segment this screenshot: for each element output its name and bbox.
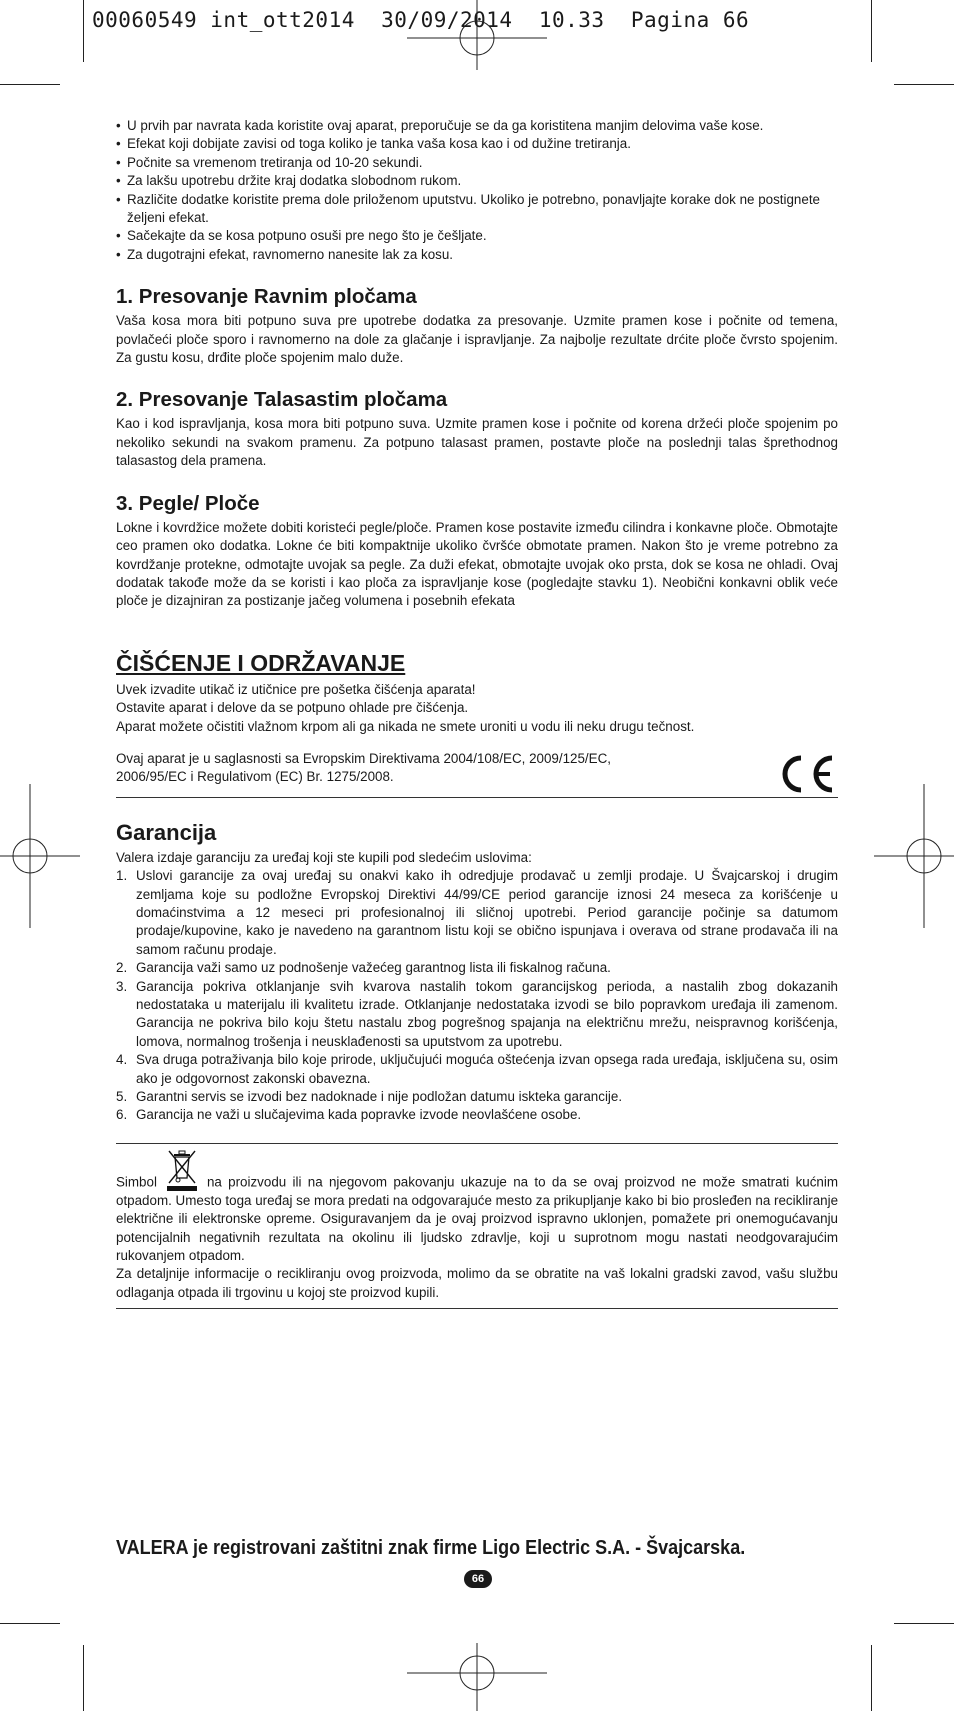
crop-mark-bottom-left-h bbox=[0, 1623, 60, 1624]
page-content bbox=[116, 117, 838, 1309]
brand-notice: VALERA je registrovani zaštitni znak firme Ligo Electric S.A. - Švajcarska. bbox=[116, 1537, 746, 1559]
crop-mark-top-right-v bbox=[871, 0, 872, 62]
weee-more-info: Za detaljnije informacije o recikliranju ovog proizvoda, molimo da se obratite na vaš lokalni gradski zavod, vašu službu odlaganja otpada ili trgovinu u kojoj ste proizvod kupili. bbox=[116, 1266, 838, 1300]
list-item bbox=[116, 978, 838, 1052]
term-text: Garancija važi samo uz podnošenje važećeg garantnog lista ili fiskalnog računa. bbox=[136, 960, 611, 976]
warranty-title: Garancija bbox=[116, 819, 217, 845]
weee-symbol-label: Simbol bbox=[116, 1174, 157, 1190]
crossed-out-bin-icon bbox=[163, 1148, 201, 1192]
crop-mark-bottom-right-h bbox=[894, 1623, 954, 1624]
cleaning-title: ČIŠĆENJE I ODRŽAVANJE bbox=[116, 649, 406, 676]
term-number: 2. bbox=[116, 960, 128, 976]
term-text: Sva druga potraživanja bilo koje prirode, uključujući moguća oštećenja izvan opsega rada uređaja, isključena su, osim ako je odgovornost zakonski obavezna. bbox=[136, 1052, 838, 1086]
section-body-flat-plates: Vaša kosa mora biti potpuno suva pre upotrebe dodatka za presovanje. Uzmite pramen kose i počnite od temena, povlačeći ploče sporo i ravnomerno na dole za glačanje i ispravljanje. Za najbolje rezultate drćite ploče čvrsto spojenim. Za gustu kosu, drđite ploče spojenim malo duže. bbox=[116, 313, 838, 366]
weee-text bbox=[116, 1148, 838, 1266]
term-number: 6. bbox=[116, 1107, 128, 1123]
crop-mark-bottom-right-v bbox=[871, 1645, 872, 1711]
crop-mark-bottom-left-v bbox=[83, 1645, 84, 1711]
section-body-wave-plates: Kao i kod ispravljanja, kosa mora biti potpuno suva. Uzmite pramen kose i počnite od korena držeći ploče spojenim po nekoliko sekundi na svakom pramenu. Za potpuno talasast pramen, postavte ploče na poslednji talas šprethodnog talasastog dela pramena. bbox=[116, 416, 838, 469]
list-item: • Počnite sa vremenom tretiranja od 10-20 sekundi. bbox=[116, 154, 838, 172]
weee-body: na proizvodu ili na njegovom pakovanju ukazuje na to da se ovaj proizvod ne može smatrati kućnim otpadom. Umesto toga uređaj se mora predati na odgovarajuće mesto za prikupljanje kako bi bio prosleđen na recikliranje električne ili elektronske opreme. Osiguravanjem da je ovaj proizvod ispravno uklonjen, pomažete pri onemogućavanju potencijalnih negativnih rezultata na okolinu ili ljudsko zdravlje, koji u suprotnom mogu nastati neodgovarajućim rukovanjem otpadom. bbox=[116, 1174, 839, 1264]
list-item bbox=[116, 1106, 838, 1124]
print-header: 00060549 int_ott2014 30/09/2014 10.33 Pagina 66 bbox=[92, 8, 750, 32]
term-number: 5. bbox=[116, 1089, 128, 1105]
cleaning-line: Aparat možete očistiti vlažnom krpom ali ga nikada ne smete uroniti u vodu ili neku drugu tečnost. bbox=[116, 718, 695, 734]
term-number: 1. bbox=[116, 868, 128, 884]
registration-mark-icon bbox=[407, 0, 547, 70]
registration-mark-icon bbox=[407, 1643, 547, 1711]
list-item bbox=[116, 1088, 838, 1106]
warranty-intro: Valera izdaje garanciju za uređaj koji ste kupili pod sledećim uslovima: bbox=[116, 849, 532, 865]
registration-mark-icon bbox=[0, 784, 80, 928]
list-item: • Efekat koji dobijate zavisi od toga koliko je tanka vaša kosa kao i od dužine tretiranja. bbox=[116, 135, 838, 153]
cleaning-instructions bbox=[116, 681, 838, 736]
list-item: • U prvih par navrata kada koristite ovaj aparat, preporučuje se da ga koristitena manjim delovima vaše kose. bbox=[116, 117, 838, 135]
list-item: • Za lakšu upotrebu držite kraj dodatka slobodnom rukom. bbox=[116, 172, 838, 190]
page-number-badge: 66 bbox=[464, 1570, 492, 1588]
list-item: • Za dugotrajni efekat, ravnomerno nanesite lak za kosu. bbox=[116, 246, 838, 264]
term-text: Garantni servis se izvodi bez nadoknade i nije podložan datumu iskteka garancije. bbox=[136, 1089, 623, 1105]
crop-mark-top-left-h bbox=[0, 84, 60, 85]
crop-mark-top-right-h bbox=[894, 84, 954, 85]
term-text: Uslovi garancije za ovaj uređaj su onakvi kako ih odredjuje prodavač u zemlji prodaje. U Švajcarskoj i drugim zemljama koje su podložne Evropskoj Direktivi 44/99/CE period garancije iznosi 24 meseca za korišćenje u domaćinstvima a 12 meseci pri profesionalnoj ili sličnoj upotrebi. Period garancije počinje sa datumom prodaje/kupovine, kako je navedeno na garantnom listu koji se obično ispunjava i overava od strane prodavača ili na samom računu prodaje. bbox=[136, 868, 838, 957]
term-text: Garancija ne važi u slučajevima kada popravke izvode neovlašćene osobe. bbox=[136, 1107, 582, 1123]
crop-mark-top-left-v bbox=[83, 0, 84, 62]
weee-notice bbox=[116, 1143, 838, 1309]
cleaning-line: Ostavite aparat i delove da se potpuno ohlade pre čišćenja. bbox=[116, 700, 469, 716]
list-item: • Različite dodatke koristite prema dole priloženom uputstvu. Ukoliko je potrebno, ponavljajte korake dok ne postignete željeni efekat. bbox=[116, 191, 838, 228]
section-title-wave-plates: 2. Presovanje Talasastim pločama bbox=[116, 388, 448, 412]
section-title-flat-plates: 1. Presovanje Ravnim pločama bbox=[116, 285, 417, 309]
ce-mark-icon bbox=[776, 752, 836, 796]
term-number: 4. bbox=[116, 1052, 128, 1068]
registration-mark-icon bbox=[874, 784, 954, 928]
list-item bbox=[116, 959, 838, 977]
usage-tips-list bbox=[116, 117, 838, 264]
term-number: 3. bbox=[116, 978, 128, 994]
compliance-text: Ovaj aparat je u saglasnosti sa Evropskim Direktivama 2004/108/EC, 2009/125/EC, 2006/95/EC i Regulativom (EC) Br. 1275/2008. bbox=[116, 750, 611, 785]
section-title-irons: 3. Pegle/ Ploče bbox=[116, 491, 260, 515]
compliance-block bbox=[116, 750, 838, 798]
list-item bbox=[116, 1051, 838, 1088]
warranty-terms-list bbox=[116, 867, 838, 1125]
list-item: • Sačekajte da se kosa potpuno osuši pre nego što je češljate. bbox=[116, 227, 838, 245]
term-text: Garancija pokriva otklanjanje svih kvarova nastalih tokom garancijskog perioda, a nastalih zbog dokazanih nedostataka u materijalu ili kvalitetu izrade. Otklanjanje nedostataka izvodi se bilo popravkom uređaja ili zamenom. Garancija ne pokriva bilo koju štetu nastalu zbog pogrešnog spajanja na električnu mrežu, neispravnog korišćenja, lomova, normalnog trošenja i neusklađenosti sa uputstvom za upotrebu. bbox=[136, 978, 838, 1049]
section-body-irons: Lokne i kovrdžice možete dobiti koristeći pegle/ploče. Pramen kose postavite između cilindra i konkavne ploče. Obmotajte ceo pramen oko dodatka. Lokne će biti kompaktnije ukoliko čvršće obmotate pramen. Nakon što je vreme potrebno za kovrdžanje protekne, odmotajte uvojak sa pegle. Za duži efekat, obmotajte uvojak oko prsta, dok se kosa ne ohladi. Ovaj dodatak takođe može da se koristi i kao ploča za ispravljanje kose (pogledajte stavku 1). Neobični konkavni oblik veće ploče je dizajniran za postizanje jačeg volumena i posebnih efekata bbox=[116, 519, 838, 609]
list-item bbox=[116, 867, 838, 959]
cleaning-line: Uvek izvadite utikač iz utičnice pre pošetka čišćenja aparata! bbox=[116, 681, 476, 697]
